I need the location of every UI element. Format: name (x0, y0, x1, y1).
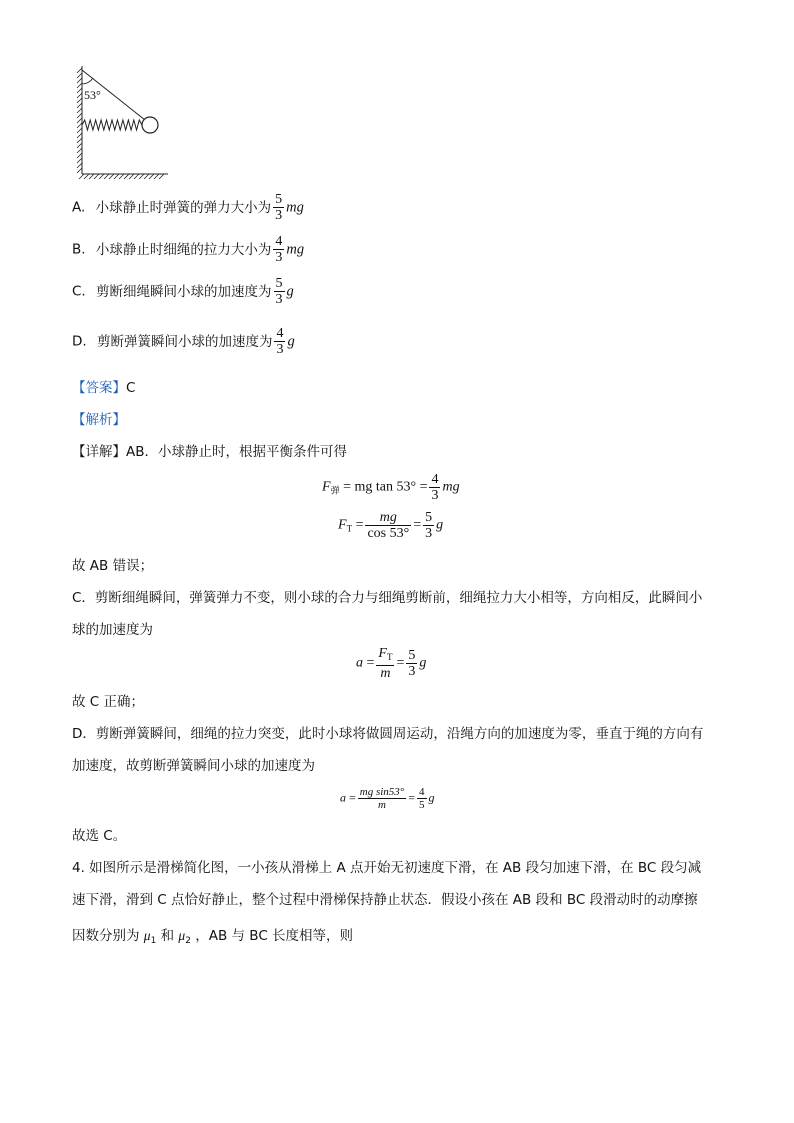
answer-value: C (126, 380, 136, 396)
analysis-label: 【解析】 (72, 412, 126, 428)
physics-figure (70, 62, 170, 182)
detail-ab-intro: 【详解】AB．小球静止时，根据平衡条件可得 (72, 444, 347, 460)
wall-rope-spring-diagram (70, 62, 170, 182)
option-text: 剪断弹簧瞬间小球的加速度为 (96, 333, 273, 350)
option-letter: B. (72, 241, 86, 258)
equation-spring-force: $F_弹$ = mg tan 53° = $\frac{4}{3}$ mg (322, 472, 460, 503)
option-letter: A. (72, 199, 86, 216)
option-letter: D. (72, 333, 87, 350)
final-choice: 故选 C。 (72, 828, 127, 844)
option-text: 小球静止时细绳的拉力大小为 (95, 241, 272, 258)
fraction: $\frac{5}{3}$ (425, 510, 433, 541)
option-b (72, 234, 304, 265)
equation-accel-d: a = $\frac{\text{mg sin53°}}{m}$ = $\frac{4}{5}$ g (340, 786, 435, 811)
option-c (72, 276, 294, 307)
mu1: μ (143, 928, 151, 943)
ab-conclusion: 故 AB 错误； (72, 558, 154, 574)
fraction: $\frac{F_T}{m}$ (378, 646, 393, 681)
option-tail: mg (286, 199, 304, 216)
c-line-1: C．剪断细绳瞬间，弹簧弹力不变，则小球的合力与细绳剪断前，细绳拉力大小相等，方向相反，此瞬间小 (72, 590, 703, 606)
option-text: 剪断细绳瞬间小球的加速度为 (96, 283, 272, 300)
option-tail: mg (286, 241, 305, 258)
option-letter: C. (72, 283, 86, 300)
option-tail: g (287, 333, 295, 350)
c-line-2: 球的加速度为 (72, 622, 153, 638)
equation-accel-c: a = $\frac{F_T}{m}$ = $\frac{5}{3}$ g (356, 646, 427, 681)
fraction: $\frac{mg}{\cos 53^\circ}$ (367, 510, 410, 541)
option-a (72, 192, 304, 223)
detail-label: 【详解】 (72, 444, 126, 460)
answer-line (72, 378, 135, 398)
option-tail: g (286, 283, 294, 300)
option-d (72, 326, 295, 357)
angle-label: 53° (84, 88, 101, 102)
fraction: $\frac{5}{3}$ (408, 648, 416, 679)
fraction: $\frac{4}{5}$ (419, 786, 425, 811)
fraction: $\frac{5}{3}$ (275, 276, 283, 307)
equation-tension: $F_T$ = $\frac{mg}{\cos 53^\circ}$ = $\frac{5}{3}$ g (338, 510, 444, 541)
d-line-1: D．剪断弹簧瞬间，细绳的拉力突变，此时小球将做圆周运动，沿绳方向的加速度为零，垂直于绳的方向有 (72, 726, 704, 742)
option-text: 小球静止时弹簧的弹力大小为 (95, 199, 272, 216)
answer-label: 【答案】 (72, 380, 126, 396)
c-conclusion: 故 C 正确； (72, 694, 145, 710)
fraction: $\frac{4}{3}$ (276, 326, 284, 357)
mu2: μ (178, 928, 186, 943)
q4-line-1: 4. 如图所示是滑梯简化图，一小孩从滑梯上 A 点开始无初速度下滑，在 AB 段匀加速下滑，在 BC 段匀减 (72, 860, 702, 876)
fraction: $\frac{\text{mg sin53°}}{m}$ (359, 786, 405, 811)
d-line-2: 加速度，故剪断弹簧瞬间小球的加速度为 (72, 758, 315, 774)
fraction: $\frac{4}{3}$ (275, 234, 283, 265)
fraction: $\frac{4}{3}$ (431, 472, 439, 503)
q4-line-3: 因数分别为 $\mu_1$ 和 $\mu_2$ ，AB 与 BC 长度相等，则 (72, 928, 354, 946)
q4-line-2: 速下滑，滑到 C 点恰好静止，整个过程中滑梯保持静止状态．假设小孩在 AB 段和 BC 段滑动时的动摩擦 (72, 892, 698, 908)
fraction: $\frac{5}{3}$ (275, 192, 283, 223)
